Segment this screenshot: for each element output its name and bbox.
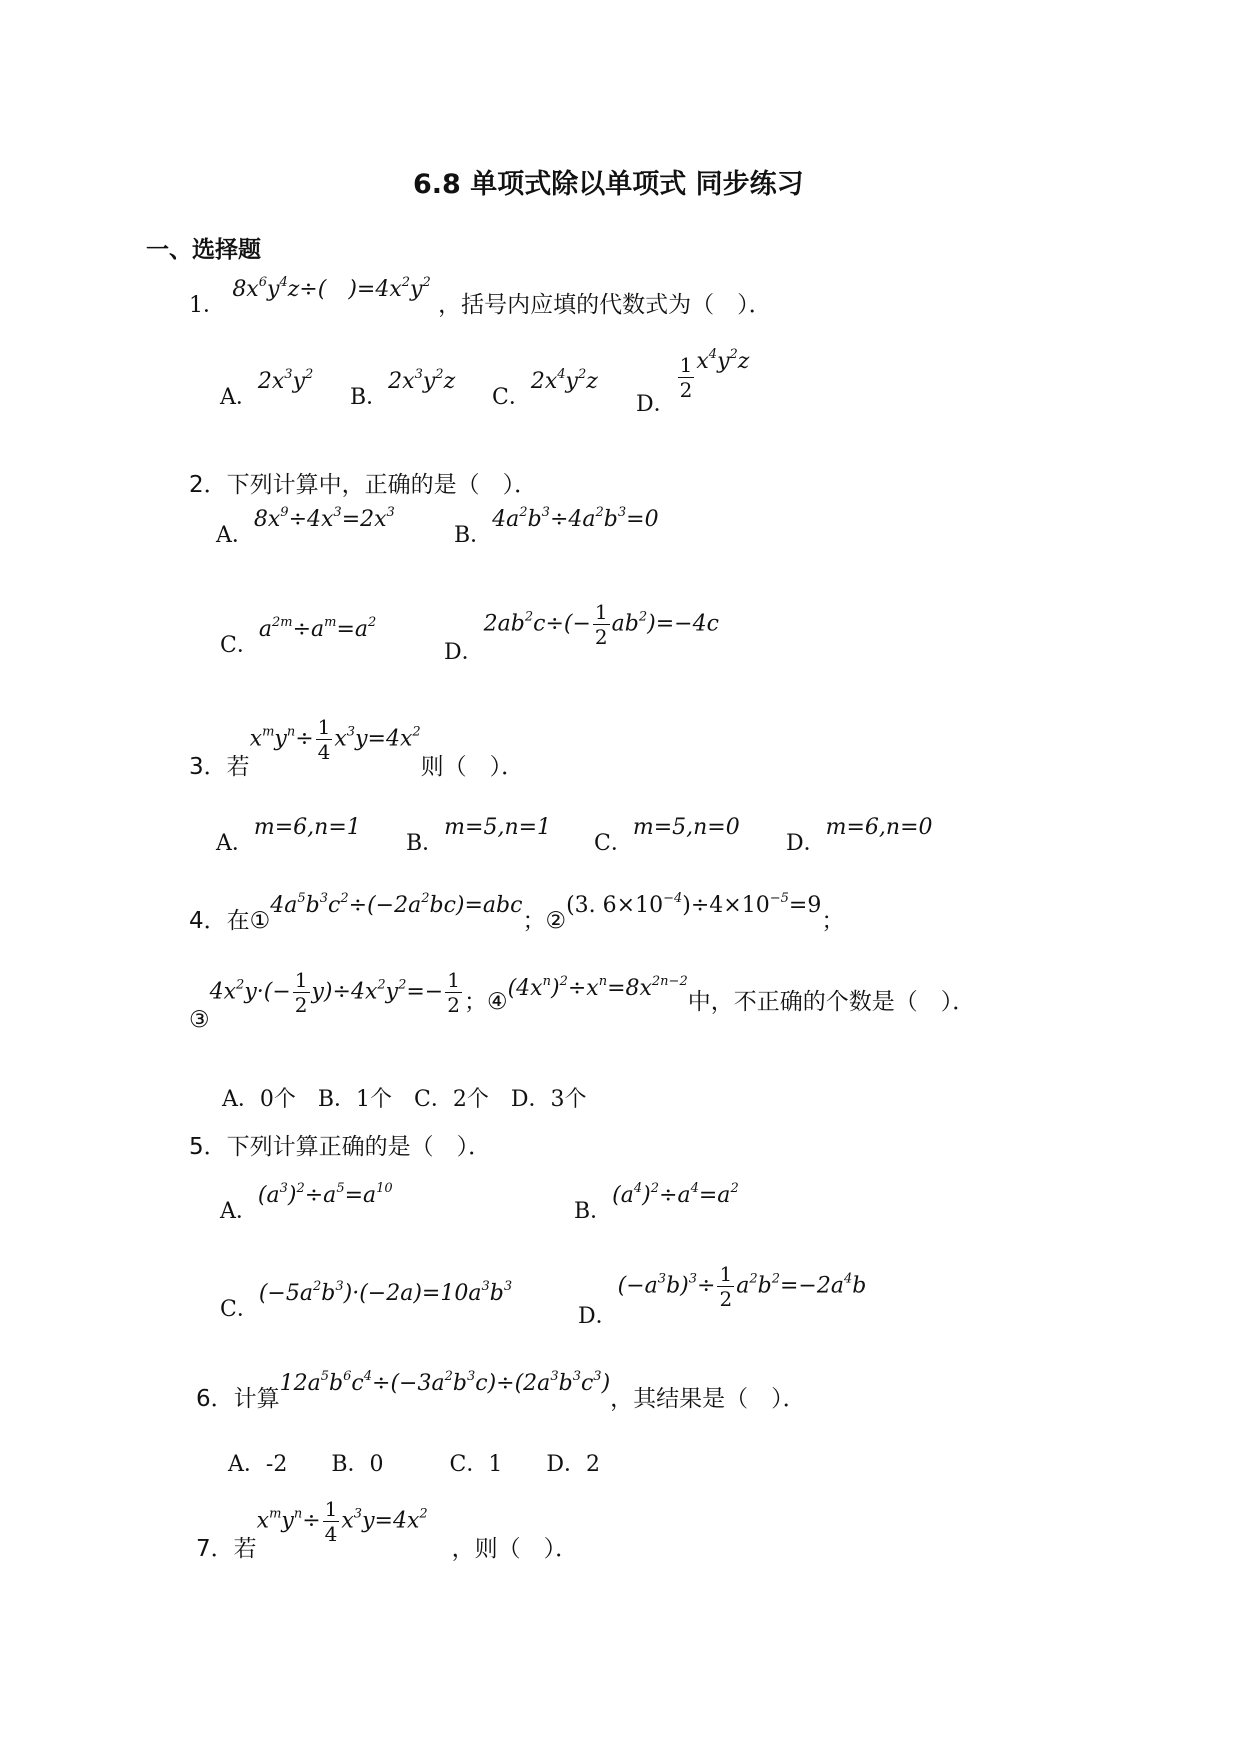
question-4-line-1: 4．在$①4a^5b^3c^2\div(-2a^2bc)=abc$；②(3. $6\times 10^{-4})\div 4\times 10^{-5}=9$； [189, 891, 845, 934]
q2-option-c: C．$a^{2m}\div a^m=a^2$ [220, 615, 377, 658]
q2-option-b: B．$4a^2b^3\div 4a^2b^3=0$ [454, 505, 659, 548]
math-expression: $4a^5b^3c^2\div(-2a^2bc)=abc$ [270, 891, 523, 918]
question-6: 6．计算$12a^5b^6c^4\div(-3a^2b^3c)\div(2a^3b^3c^3)$，其结果是（ ）． [196, 1369, 806, 1412]
math-expression: $x^my^n\div$ $\frac{1}{4}$ $x^3y=4x^2$ [256, 1497, 428, 1546]
q1-option-b: B．$2x^3y^2z$ [350, 367, 456, 410]
question-2: 2．下列计算中，正确的是（ ）． [189, 472, 538, 498]
math-expression: $(4x^n)^2\div x^n=8x^{2n-2}$ [507, 973, 688, 1001]
q1-option-d: D． $\frac{1}{2}$ $x^4y^2z$ [636, 346, 750, 417]
question-4-line-2: $③4x^2y\cdot(-$ $\frac{1}{2}$ $y)\div 4x^2y^2=-$ $\frac{1}{2}$ ；$④(4x^n)^2\div x^n=8x^{2n-2}$中，不正确的个数是（ ）． [189, 968, 976, 1033]
math-expression: $4x^2y\cdot(-$ $\frac{1}{2}$ $y)\div 4x^2y^2=-$ $\frac{1}{2}$ [209, 968, 460, 1017]
q5-option-c: C．$(-5a^2b^3)\cdot(-2a)=10a^3b^3$ [220, 1279, 513, 1322]
question-text: ，括号内应填的代数式为（ ）． [438, 292, 772, 318]
q5-option-d: D．$(-a^3b)^3\div$ $\frac{1}{2}$ $a^2b^2=-2a^4b$ [578, 1262, 867, 1329]
page-title: 6.8 单项式除以单项式 同步练习 [413, 169, 804, 200]
q5-option-a: A．$(a^3)^2\div a^5=a^{10}$ [220, 1181, 393, 1224]
q3-option-b: B．m=5,n=1 [406, 815, 552, 856]
question-number: 1． [189, 293, 225, 318]
question-1 [189, 275, 772, 319]
q4-options: A．0个 B．1个 C．2个 D．3个 [222, 1087, 587, 1112]
math-expression: $8x^6y^4z\div$( )$=4x^2y^2$ [232, 275, 431, 302]
q2-option-a: A．$8x^9\div 4x^3=2x^3$ [216, 505, 395, 548]
math-expression: $12a^5b^6c^4\div(-3a^2b^3c)\div(2a^3b^3c^3)$ [279, 1369, 611, 1396]
q3-option-a: A．m=6,n=1 [216, 815, 361, 856]
question-5: 5．下列计算正确的是（ ）． [189, 1134, 492, 1160]
question-3: 3．若$x^my^n\div$ $\frac{1}{4}$ $x^3y=4x^2$则（ ）． [189, 715, 525, 780]
math-expression: (3. $6\times 10^{-4})\div 4\times 10^{-5}=9$ [566, 891, 822, 918]
question-7: 7．若$x^my^n\div$ $\frac{1}{4}$ $x^3y=4x^2$，则（ ）． [196, 1497, 579, 1562]
q1-option-a: A．$2x^3y^2$ [220, 367, 314, 410]
section-heading: 一、选择题 [146, 237, 261, 263]
q6-options: A．-2 B．0 C．1 D．2 [228, 1452, 600, 1477]
q1-option-c: C．$2x^4y^2z$ [492, 367, 598, 410]
q5-option-b: B．$(a^4)^2\div a^4=a^2$ [574, 1181, 739, 1224]
q3-option-d: D．m=6,n=0 [786, 815, 933, 856]
q3-option-c: C．m=5,n=0 [594, 815, 740, 856]
q2-option-d: D．$2ab^2c\div(-$ $\frac{1}{2}$ $ab^2)=-4c$ [444, 600, 719, 665]
math-expression: $x^my^n\div$ $\frac{1}{4}$ $x^3y=4x^2$ [249, 715, 421, 764]
